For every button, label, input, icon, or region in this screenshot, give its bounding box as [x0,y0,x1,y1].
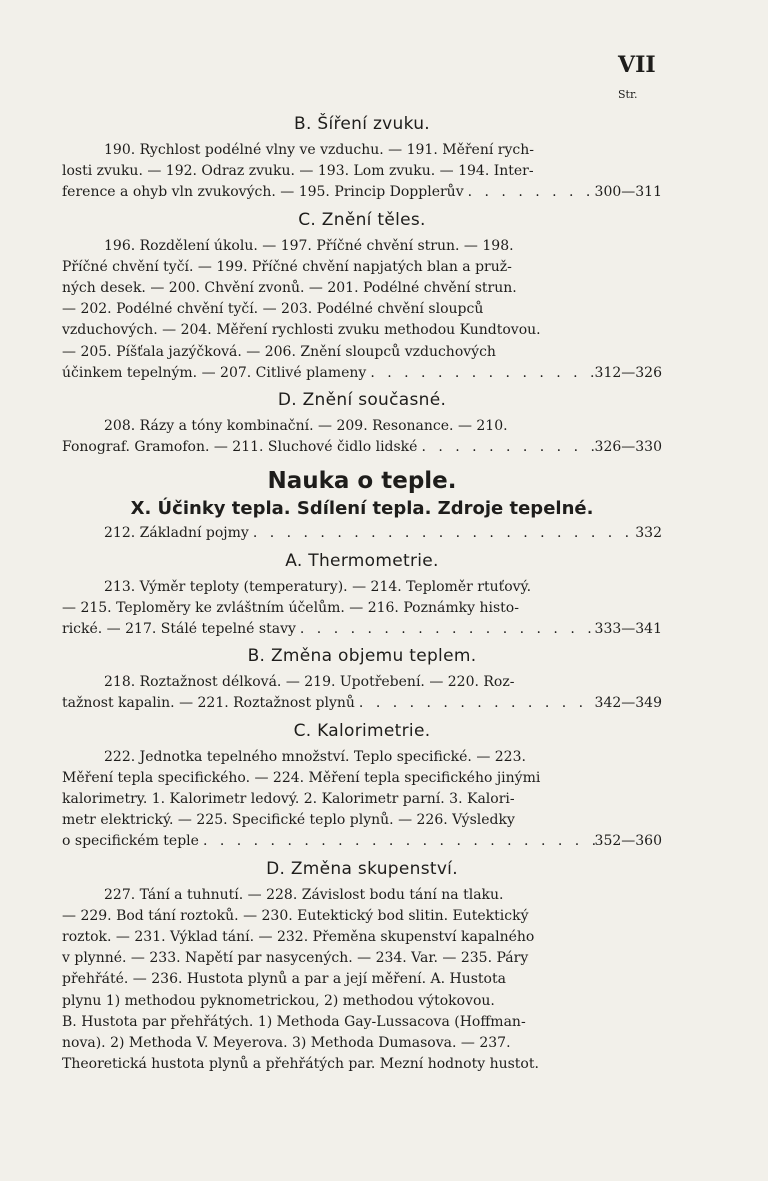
chapter-intro [62,523,662,544]
leader-dots [417,437,594,458]
page-range: 342—349 [594,695,662,712]
section-body [62,885,662,1076]
section-body [62,236,662,384]
toc-line: B. Hustota par přehřátých. 1) Methoda Gay-Lussacova (Hoffman- [62,1013,526,1030]
toc-entry-tail [62,831,662,852]
toc-line: 212. Základní pojmy [104,525,249,542]
page-range: 312—326 [594,364,662,381]
toc-line: vzduchových. — 204. Měření rychlosti zvuku methodou Kundtovou. [62,322,541,339]
leader-dots [366,363,594,384]
toc-line: účinkem tepelným. — 207. Citlivé plameny [62,364,367,381]
section-heading: D. Změna skupenství. [266,858,458,879]
page-range: 332 [635,525,662,542]
section-body [62,416,662,458]
toc-line: — 205. Píšťala jazýčková. — 206. Znění sloupců vzduchových [62,343,496,360]
toc-line: roztok. — 231. Výklad tání. — 232. Přeměna skupenství kapalného [62,929,535,946]
toc-line: — 202. Podélné chvění tyčí. — 203. Podélné chvění sloupců [62,301,484,318]
section-zmena-objemu [62,646,662,714]
toc-line: plynu 1) methodou pyknometrickou, 2) methodou výtokovou. [62,992,495,1009]
section-heading: D. Znění současné. [277,390,447,411]
toc-line: o specifickém teple [62,833,199,850]
section-kalorimetrie [62,721,662,853]
part-title: Nauka o teple. [267,468,457,495]
toc-line: 213. Výměr teploty (temperatury). — 214. Teploměr rtuťový. [104,578,532,595]
toc-line: Příčné chvění tyčí. — 199. Příčné chvění napjatých blan a pruž- [62,258,512,275]
toc-line: 218. Roztažnost délková. — 219. Upotřebení. — 220. Roz- [104,674,515,691]
toc-line: metr elektrický. — 225. Specifické teplo plynů. — 226. Výsledky [62,812,515,829]
page-number: VII [618,52,656,78]
page-range: 300—311 [594,184,662,201]
section-body [62,140,662,204]
section-zneni-teles [62,210,662,384]
section-sireni-zvuku [62,114,662,204]
toc-line: přehřáté. — 236. Hustota plynů a par a její měření. A. Hustota [62,971,506,988]
pages-column-label: Str. [618,88,638,101]
toc-line: Měření tepla specifického. — 224. Měření tepla specifického jinými [62,769,541,786]
section-body [62,577,662,641]
toc-line: 222. Jednotka tepelného množství. Teplo specifické. — 223. [104,748,526,765]
toc-line: nova). 2) Methoda V. Meyerova. 3) Methoda Dumasova. — 237. [62,1035,511,1052]
toc-line: 196. Rozdělení úkolu. — 197. Příčné chvění strun. — 198. [104,237,514,254]
section-body [62,747,662,853]
section-heading: B. Šíření zvuku. [293,114,431,134]
section-zneni-soucasne [62,390,662,458]
toc-line: kalorimetry. 1. Kalorimetr ledový. 2. Kalorimetr parní. 3. Kalori- [62,791,515,808]
toc-entry-tail [62,523,662,544]
toc-line: v plynné. — 233. Napětí par nasycených. — 234. Var. — 235. Páry [62,950,529,967]
section-heading: C. Znění těles. [298,209,426,230]
toc-line: 208. Rázy a tóny kombinační. — 209. Resonance. — 210. [104,418,508,435]
toc-entry-tail [62,437,662,458]
leader-dots [464,182,595,203]
toc-line: ných desek. — 200. Chvění zvonů. — 201. Podélné chvění strun. [62,280,517,297]
toc-line: — 215. Teploměry ke zvláštním účelům. — 216. Poznámky histo- [62,599,519,616]
toc-line: — 229. Bod tání roztoků. — 230. Eutektický bod slitin. Eutektický [62,907,529,924]
toc-entry-tail [62,693,662,714]
page-range: 352—360 [594,833,662,850]
leader-dots [296,619,595,640]
section-heading: C. Kalorimetrie. [293,720,431,741]
toc-entry-tail [62,182,662,203]
section-zmena-skupenstvi [62,859,662,1076]
section-thermometrie [62,551,662,641]
toc-line: 227. Tání a tuhnutí. — 228. Závislost bodu tání na tlaku. [104,886,504,903]
toc-entry-tail [62,363,662,384]
leader-dots [355,693,595,714]
toc-line: losti zvuku. — 192. Odraz zvuku. — 193. Lom zvuku. — 194. Inter- [62,163,534,180]
chapter-title: X. Účinky tepla. Sdílení tepla. Zdroje tepelné. [130,498,594,520]
leader-dots [249,523,635,544]
toc-line: ference a ohyb vln zvukových. — 195. Princip Dopplerův [62,184,464,201]
section-heading: A. Thermometrie. [285,550,439,571]
toc-line: rické. — 217. Stálé tepelné stavy [62,621,296,638]
toc-line: 190. Rychlost podélné vlny ve vzduchu. — 191. Měření rych- [104,142,534,158]
toc-line: Fonograf. Gramofon. — 211. Sluchové čidlo lidské [62,439,418,456]
toc-entry-tail [62,619,662,640]
toc-line: tažnost kapalin. — 221. Roztažnost plynů [62,695,355,712]
page-range: 333—341 [594,621,662,638]
section-body [62,672,662,714]
section-heading: B. Změna objemu teplem. [247,646,477,667]
leader-dots [199,831,595,852]
toc-line: Theoretická hustota plynů a přehřátých par. Mezní hodnoty hustot. [62,1056,539,1073]
page-range: 326—330 [594,439,662,456]
table-of-contents [62,108,662,1076]
